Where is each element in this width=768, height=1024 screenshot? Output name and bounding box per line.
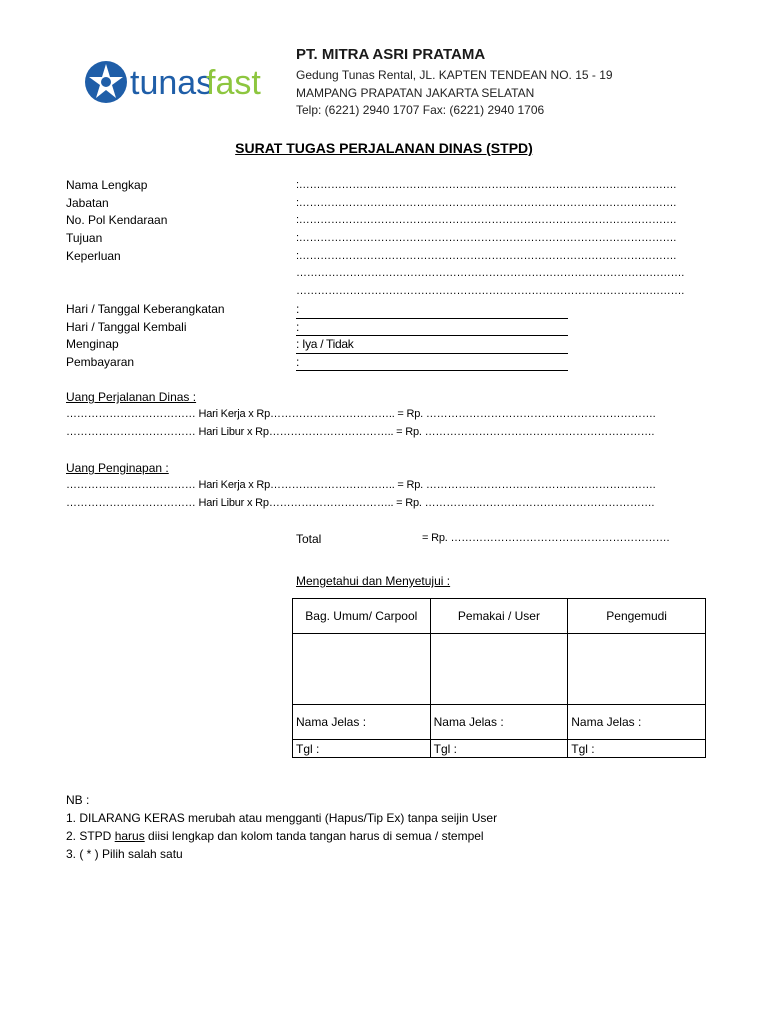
name-label: Nama Jelas : — [433, 715, 504, 729]
date-field-carpool[interactable] — [293, 740, 431, 758]
date-label: Tgl : — [571, 741, 595, 756]
note-line-2-underlined: harus — [114, 829, 145, 843]
date-label: Tgl : — [433, 741, 457, 756]
date-field-user[interactable] — [430, 740, 568, 758]
name-field-user[interactable] — [430, 705, 568, 740]
total-label: Total — [296, 532, 322, 546]
field-label-kembali: Hari / Tanggal Kembali — [66, 320, 187, 334]
logo-text-tunas: tunas — [130, 64, 214, 102]
column-header-user: Pemakai / User — [430, 599, 568, 634]
note-line-1: 1. DILARANG KERAS merubah atau mengganti (Hapus/Tip Ex) tanpa seijin User — [66, 811, 498, 825]
total-value[interactable]: = Rp. ……………………………………………………. — [422, 532, 670, 544]
approval-heading: Mengetahui dan Menyetujui : — [296, 574, 451, 588]
document-title: SURAT TUGAS PERJALANAN DINAS (STPD) — [235, 140, 533, 156]
name-label: Nama Jelas : — [296, 715, 367, 729]
company-logo — [84, 52, 266, 114]
signature-table — [292, 598, 706, 758]
date-label: Tgl : — [296, 741, 320, 756]
field-value-berangkat[interactable]: : — [296, 302, 300, 316]
field-value-jabatan[interactable]: :……………………………………………………………………………………………. — [296, 197, 677, 209]
company-address-2: MAMPANG PRAPATAN JAKARTA SELATAN — [296, 86, 535, 100]
penginapan-row-kerja[interactable]: ……………………………… Hari Kerja x Rp…………………………….. = Rp. ………………………………………………………. — [66, 479, 656, 491]
keperluan-line-3[interactable]: ………………………………………………………………………………………………. — [296, 285, 684, 297]
company-phone: Telp: (6221) 2940 1707 Fax: (6221) 2940 1706 — [296, 103, 545, 117]
penginapan-row-libur[interactable]: ……………………………… Hari Libur x Rp…………………………….. = Rp. ………………………………………………………. — [66, 497, 655, 509]
field-value-keperluan[interactable]: :……………………………………………………………………………………………. — [296, 250, 677, 262]
date-field-pengemudi[interactable] — [568, 740, 706, 758]
name-field-pengemudi[interactable] — [568, 705, 706, 740]
field-label-berangkat: Hari / Tanggal Keberangkatan — [66, 302, 225, 316]
note-line-2 — [66, 829, 484, 843]
logo-text-fast: fast — [206, 64, 261, 102]
name-label: Nama Jelas : — [571, 715, 642, 729]
section-heading-uang-penginapan: Uang Penginapan : — [66, 461, 169, 475]
field-label-nama: Nama Lengkap — [66, 178, 148, 192]
name-field-carpool[interactable] — [293, 705, 431, 740]
field-value-tujuan[interactable]: :……………………………………………………………………………………………. — [296, 232, 677, 244]
column-header-carpool: Bag. Umum/ Carpool — [293, 599, 431, 634]
note-line-3: 3. ( * ) Pilih salah satu — [66, 847, 183, 861]
signature-box-carpool[interactable] — [293, 634, 431, 705]
company-address-1: Gedung Tunas Rental, JL. KAPTEN TENDEAN NO. 15 - 19 — [296, 68, 613, 82]
perjalanan-row-libur[interactable]: ……………………………… Hari Libur x Rp…………………………….. = Rp. ………………………………………………………. — [66, 426, 655, 438]
field-value-kembali[interactable]: : — [296, 320, 300, 334]
notes-heading: NB : — [66, 793, 90, 807]
keperluan-line-2[interactable]: ………………………………………………………………………………………………. — [296, 267, 684, 279]
field-value-nama[interactable]: :……………………………………………………………………………………………. — [296, 179, 677, 191]
signature-box-pengemudi[interactable] — [568, 634, 706, 705]
field-label-pembayaran: Pembayaran — [66, 355, 135, 369]
star-icon — [85, 61, 127, 103]
field-label-tujuan: Tujuan — [66, 231, 103, 245]
signature-box-user[interactable] — [430, 634, 568, 705]
field-label-jabatan: Jabatan — [66, 196, 109, 210]
underline-kembali — [296, 335, 568, 336]
field-value-nopol[interactable]: :……………………………………………………………………………………………. — [296, 214, 677, 226]
field-value-pembayaran[interactable]: : — [296, 355, 300, 369]
underline-berangkat — [296, 318, 568, 319]
perjalanan-row-kerja[interactable]: ……………………………… Hari Kerja x Rp…………………………….. = Rp. ………………………………………………………. — [66, 408, 656, 420]
underline-pembayaran — [296, 370, 568, 371]
underline-menginap — [296, 353, 568, 354]
field-label-nopol: No. Pol Kendaraan — [66, 213, 168, 227]
note-line-2-c: diisi lengkap dan kolom tanda tangan harus di semua / stempel — [144, 829, 484, 843]
section-heading-uang-perjalanan: Uang Perjalanan Dinas : — [66, 390, 197, 404]
company-name: PT. MITRA ASRI PRATAMA — [296, 46, 486, 63]
field-value-menginap[interactable]: : Iya / Tidak — [296, 337, 354, 351]
note-line-2-a: 2. STPD — [66, 829, 115, 843]
field-label-menginap: Menginap — [66, 337, 119, 351]
field-label-keperluan: Keperluan — [66, 249, 121, 263]
column-header-pengemudi: Pengemudi — [568, 599, 706, 634]
